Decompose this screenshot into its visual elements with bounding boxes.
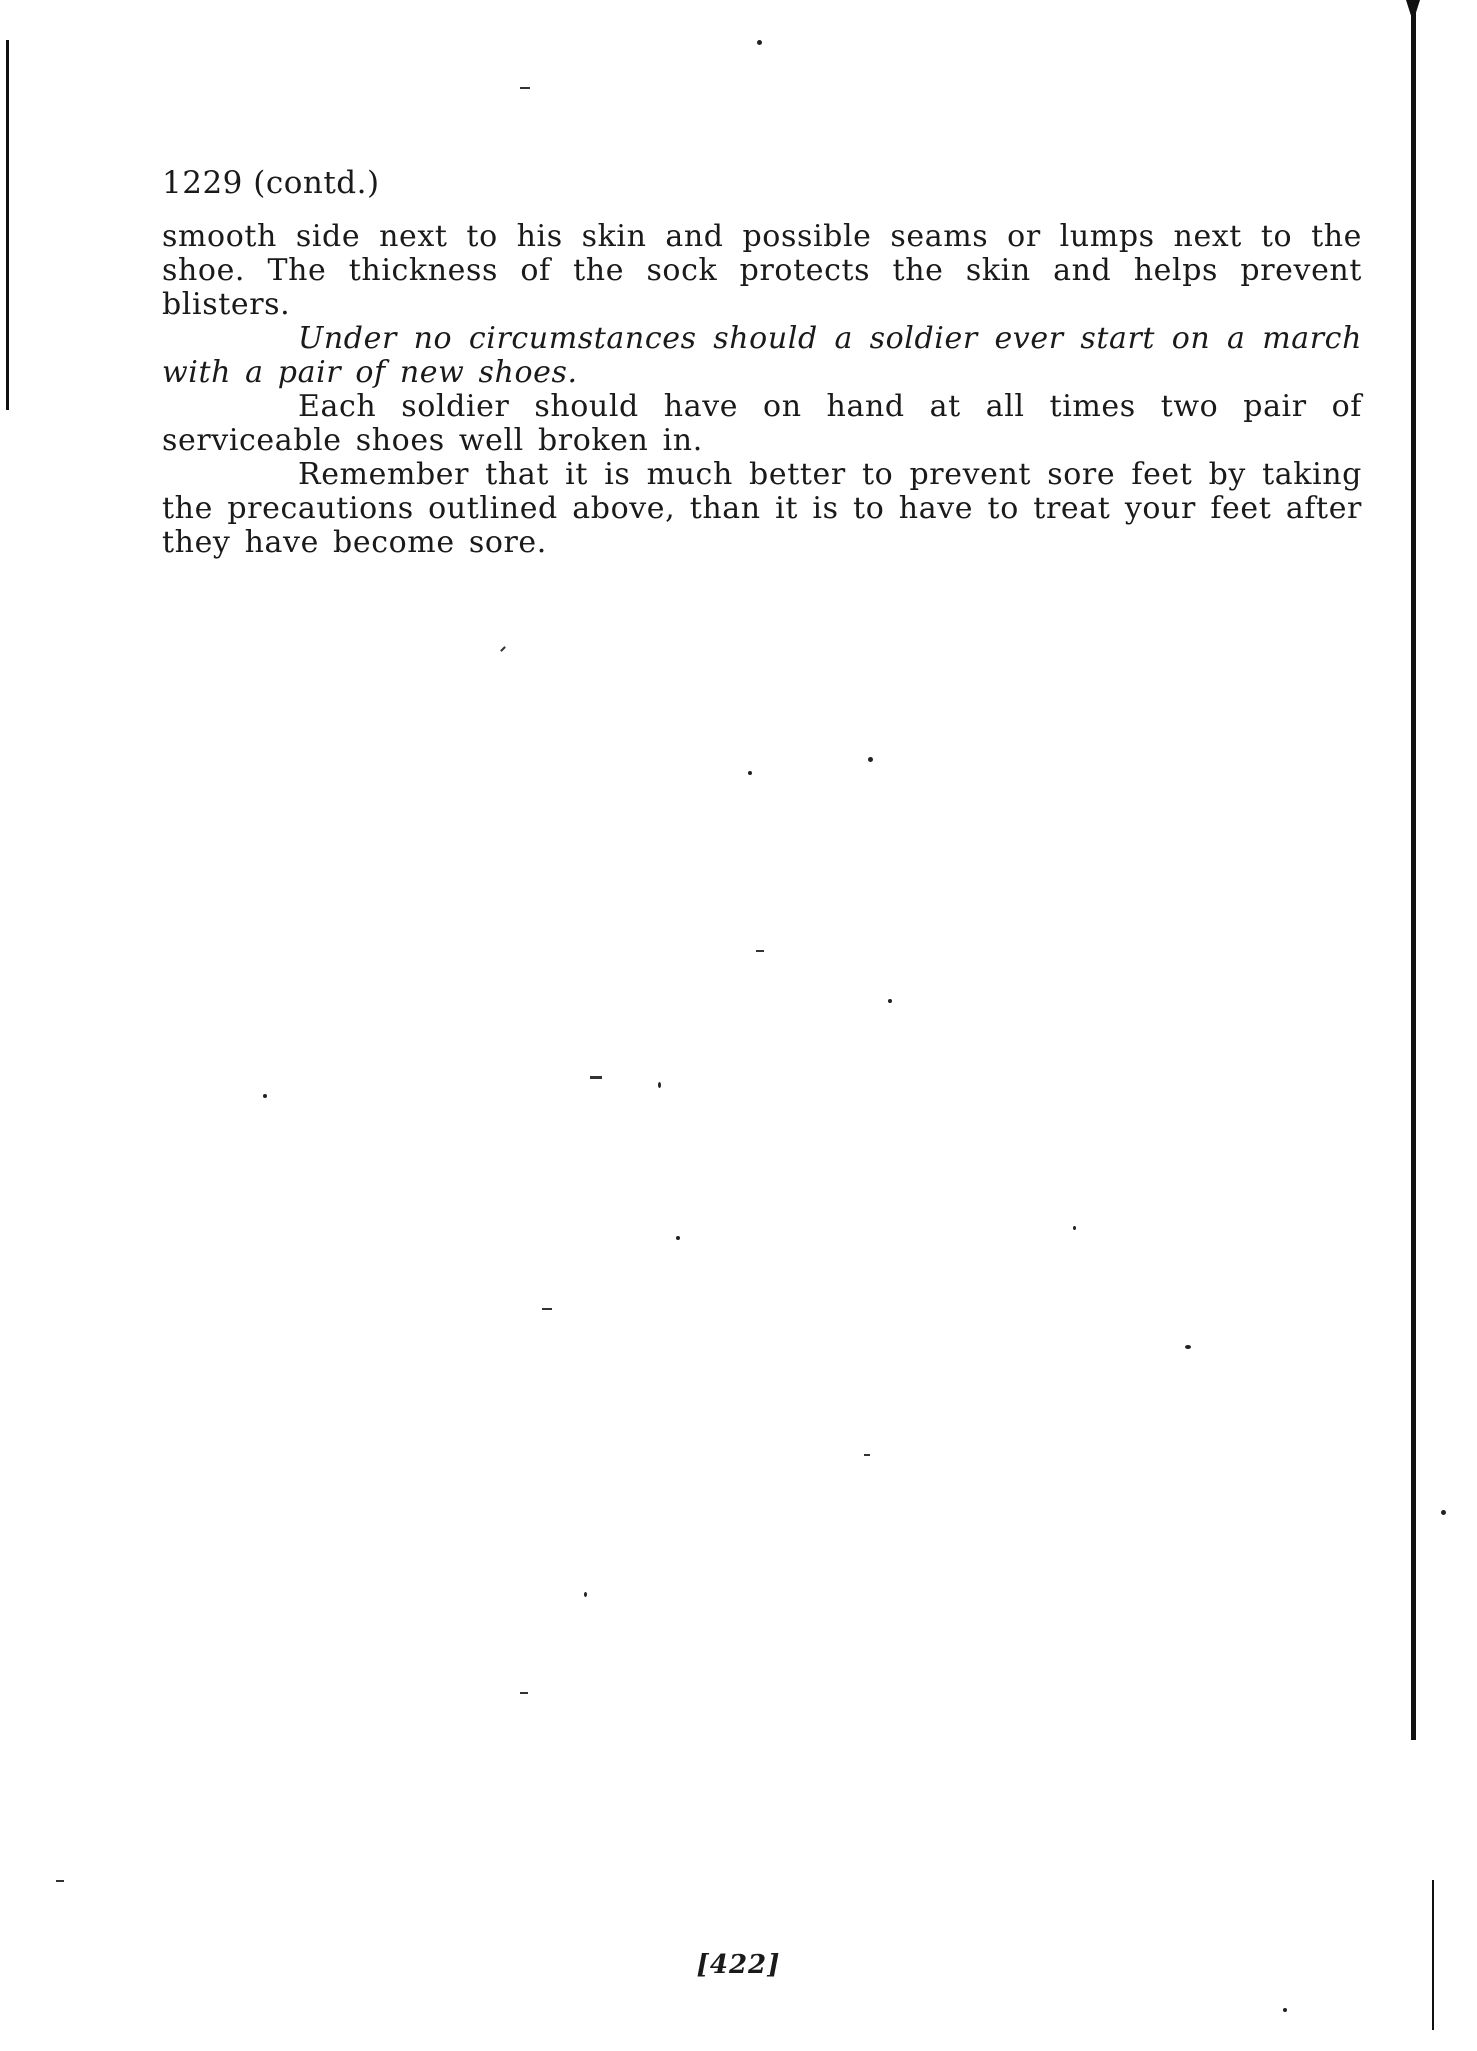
- speck: [263, 1094, 267, 1098]
- speck: [748, 771, 752, 775]
- paragraph-prevention: Remember that it is much better to prevent sore feet by taking the precautions outlined above, than it is to have to treat your feet after they have become sore.: [162, 457, 1362, 560]
- speck: [676, 1236, 680, 1240]
- page-number: [422]: [696, 1950, 781, 1980]
- speck: [542, 1308, 552, 1310]
- scan-edge-right-mark: [1406, 0, 1420, 22]
- speck: [520, 87, 530, 89]
- section-heading: 1229 (contd.): [162, 165, 380, 201]
- speck: [56, 1880, 64, 1882]
- speck: [1441, 1510, 1446, 1515]
- speck: [500, 646, 506, 652]
- speck: [864, 1454, 870, 1456]
- speck: [1185, 1345, 1191, 1349]
- speck: [584, 1592, 587, 1597]
- paragraph-sock-continuation: smooth side next to his skin and possible seams or lumps next to the shoe. The thickness of the sock protects the skin and helps prevent blisters.: [162, 219, 1362, 322]
- paragraph-two-pairs: Each soldier should have on hand at all times two pair of serviceable shoes well broken in.: [162, 389, 1362, 458]
- speck: [520, 1692, 528, 1694]
- speck: [756, 950, 764, 952]
- speck: [868, 757, 873, 762]
- speck: [888, 999, 892, 1003]
- speck: [1283, 2008, 1287, 2012]
- paragraph-new-shoes-warning: Under no circumstances should a soldier ever start on a march with a pair of new shoes.: [162, 321, 1362, 390]
- scan-edge-left: [6, 40, 9, 410]
- scan-edge-right: [1411, 0, 1416, 1740]
- speck: [1073, 1226, 1076, 1230]
- speck: [590, 1076, 602, 1079]
- body-text: [162, 166, 1362, 560]
- speck: [658, 1082, 661, 1088]
- speck: [757, 40, 762, 45]
